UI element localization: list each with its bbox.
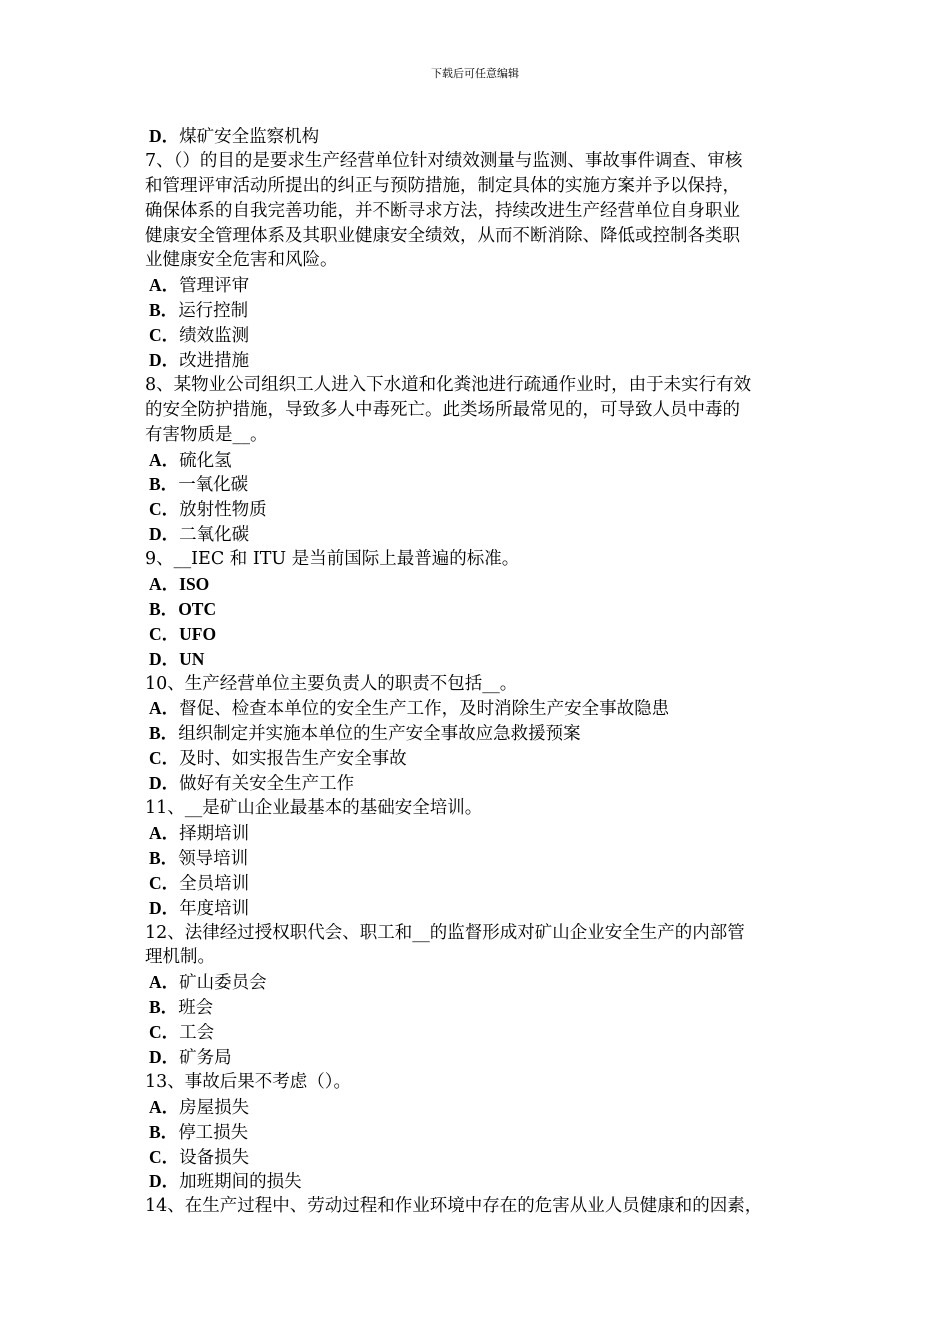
option-letter: A．	[149, 698, 180, 719]
document-body	[145, 124, 817, 1219]
option-letter: D．	[149, 524, 180, 545]
question-text-line: 确保体系的自我完善功能，并不断寻求方法，持续改进生产经营单位自身职业	[145, 200, 740, 221]
option-text: 班会	[178, 998, 214, 1019]
option-text: UFO	[179, 623, 217, 644]
option-text: 全员培训	[179, 873, 250, 894]
option-text: 矿山委员会	[179, 973, 267, 994]
answer-option	[145, 871, 817, 896]
question-text-line: 的安全防护措施，导致多人中毒死亡。此类场所最常见的，可导致人员中毒的	[145, 399, 740, 420]
question-text-line: 和管理评审活动所提出的纠正与预防措施，制定具体的实施方案并予以保持，	[145, 175, 740, 196]
question-block	[145, 1070, 817, 1194]
question-text-line: 8、某物业公司组织工人进入下水道和化粪池进行疏通作业时，由于未实行有效	[145, 374, 752, 395]
option-text: 矿务局	[179, 1047, 232, 1068]
option-letter: D．	[149, 126, 180, 146]
question-text-line: 14、在生产过程中、劳动过程和作业环境中存在的危害从业人员健康和的因素，	[145, 1196, 763, 1217]
question-text-line: 有害物质是__。	[145, 424, 268, 445]
option-letter: A．	[149, 449, 180, 470]
option-text: ISO	[179, 574, 210, 595]
answer-option	[145, 597, 817, 622]
option-text: 煤矿安全监察机构	[179, 127, 320, 147]
option-letter: D．	[149, 350, 180, 371]
option-letter: B．	[149, 598, 179, 619]
question-text-line: 12、法律经过授权职代会、职工和__的监督形成对矿山企业安全生产的内部管	[145, 922, 745, 943]
option-letter: C．	[149, 872, 180, 893]
answer-option	[145, 572, 817, 597]
answer-option	[145, 1045, 817, 1070]
question-block	[145, 1194, 817, 1219]
option-text: 一氧化碳	[178, 475, 249, 496]
option-text: 择期培训	[179, 823, 250, 844]
question-text-line: 11、__是矿山企业最基本的基础安全培训。	[145, 798, 483, 819]
option-text: 加班期间的损失	[179, 1172, 302, 1193]
answer-option	[145, 472, 817, 497]
option-text: 年度培训	[179, 898, 250, 919]
option-letter: B．	[149, 723, 179, 744]
option-letter: D．	[149, 648, 180, 669]
option-text: 组织制定并实施本单位的生产安全事故应急救援预案	[178, 724, 581, 745]
answer-option	[145, 1020, 817, 1045]
option-text: 管理评审	[179, 276, 250, 297]
option-text: 放射性物质	[179, 500, 267, 521]
option-letter: B．	[149, 1121, 179, 1142]
answer-option	[145, 1169, 817, 1194]
answer-option	[145, 846, 817, 871]
option-letter: C．	[149, 1022, 180, 1043]
option-text: 硫化氢	[179, 450, 232, 471]
option-letter: D．	[149, 1171, 180, 1192]
answer-option	[145, 821, 817, 846]
answer-option	[145, 647, 817, 672]
option-letter: C．	[149, 623, 180, 644]
answer-option	[145, 298, 817, 323]
option-text: 督促、检查本单位的安全生产工作，及时消除生产安全事故隐患	[179, 699, 670, 720]
answer-option	[145, 1145, 817, 1170]
option-letter: B．	[149, 300, 179, 321]
option-text: 二氧化碳	[179, 525, 250, 546]
question-block	[145, 796, 817, 920]
question-block	[145, 547, 817, 671]
answer-option	[145, 1120, 817, 1145]
option-letter: D．	[149, 773, 180, 794]
option-letter: A．	[149, 574, 180, 595]
option-text: 房屋损失	[179, 1097, 250, 1118]
option-text: 绩效监测	[179, 326, 250, 347]
option-letter: A．	[149, 822, 180, 843]
answer-option	[145, 1095, 817, 1120]
question-list	[145, 149, 817, 1219]
option-letter: C．	[149, 499, 180, 520]
option-letter: D．	[149, 897, 180, 918]
option-text: 工会	[179, 1023, 215, 1044]
option-letter: C．	[149, 325, 180, 346]
question-block	[145, 149, 817, 373]
option-text: 运行控制	[178, 301, 249, 322]
question-text-line: 业健康安全危害和风险。	[145, 250, 338, 271]
answer-option	[145, 746, 817, 771]
option-text: 做好有关安全生产工作	[179, 774, 355, 795]
option-letter: A．	[149, 1096, 180, 1117]
answer-option	[145, 771, 817, 796]
question-block	[145, 373, 817, 547]
question-text-line: 理机制。	[145, 947, 215, 968]
question-block	[145, 672, 817, 796]
option-text: 改进措施	[179, 351, 250, 372]
question-block	[145, 921, 817, 1070]
option-letter: B．	[149, 847, 179, 868]
question-text-line: 9、__IEC 和 ITU 是当前国际上最普遍的标准。	[145, 549, 520, 570]
answer-option	[145, 970, 817, 995]
page-header: 下载后可任意编辑	[431, 67, 519, 80]
option-letter: A．	[149, 275, 180, 296]
question-text-line: 7、（）的目的是要求生产经营单位针对绩效测量与监测、事故事件调查、审核	[145, 150, 743, 171]
answer-option	[145, 497, 817, 522]
option-letter: B．	[149, 997, 179, 1018]
answer-option	[145, 721, 817, 746]
option-letter: D．	[149, 1046, 180, 1067]
option-text: 及时、如实报告生产安全事故	[179, 749, 407, 770]
answer-option	[145, 995, 817, 1020]
option-d-prev	[145, 124, 817, 149]
option-text: OTC	[178, 598, 217, 619]
option-text: 设备损失	[179, 1147, 250, 1168]
question-text-line: 13、事故后果不考虑（）。	[145, 1071, 352, 1092]
question-text-line: 健康安全管理体系及其职业健康安全绩效，从而不断消除、降低或控制各类职	[145, 225, 740, 246]
option-letter: A．	[149, 972, 180, 993]
answer-option	[145, 622, 817, 647]
option-letter: C．	[149, 1146, 180, 1167]
answer-option	[145, 696, 817, 721]
answer-option	[145, 348, 817, 373]
answer-option	[145, 323, 817, 348]
option-letter: B．	[149, 474, 179, 495]
answer-option	[145, 448, 817, 473]
answer-option	[145, 896, 817, 921]
answer-option	[145, 522, 817, 547]
question-text-line: 10、生产经营单位主要负责人的职责不包括__。	[145, 673, 518, 694]
option-letter: C．	[149, 748, 180, 769]
option-text: 停工损失	[178, 1122, 249, 1143]
answer-option	[145, 273, 817, 298]
option-text: 领导培训	[178, 848, 249, 869]
option-text: UN	[179, 648, 205, 669]
